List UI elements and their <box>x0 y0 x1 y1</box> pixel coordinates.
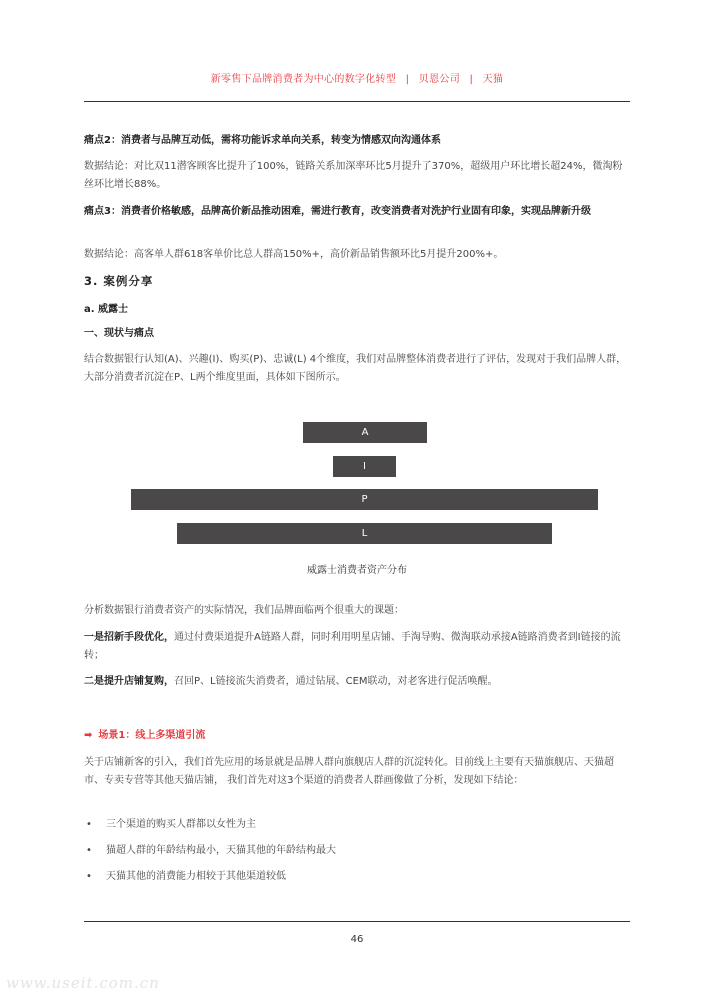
bullet-icon: • <box>86 871 92 882</box>
page-number: 46 <box>350 934 364 945</box>
chart-caption: 威露士消费者资产分布 <box>307 565 407 576</box>
part-intro: 结合数据银行认知(A)、兴趣(I)、购买(P)、忠诚(L) 4个维度，我们对品牌整体消费者进行了评估，发现对于我们品牌人群，大部分消费者沉淀在P、L两个维度里面，具体如下图所示。 <box>84 354 627 383</box>
pain3-heading: 痛点3：消费者价格敏感，品牌高价新品推动困难，需进行教育，改变消费者对洗护行业固有印象，实现品牌新升级 <box>84 206 591 217</box>
header-rule <box>84 101 630 102</box>
item2-bold: 二是提升店铺复购， <box>84 676 174 687</box>
header-company: 贝恩公司 <box>418 74 460 85</box>
part-title: 一、现状与痛点 <box>84 328 154 339</box>
section-title: 3. 案例分享 <box>84 274 154 288</box>
bar-a: A <box>303 422 427 443</box>
item2-text: 召回P、L链接流失消费者，通过钻展、CEM联动，对老客进行促活唤醒。 <box>174 676 498 687</box>
bar-p: P <box>131 489 598 510</box>
pain3-conclusion: 数据结论：高客单人群618客单价比总人群高150%+，高价新品销售额环比5月提升200%+。 <box>84 249 504 260</box>
analysis-intro: 分析数据银行消费者资产的实际情况，我们品牌面临两个很重大的课题： <box>84 605 404 616</box>
bullet-icon: • <box>86 845 92 856</box>
header-separator: | <box>405 74 410 85</box>
pain2-heading: 痛点2：消费者与品牌互动低，需将功能诉求单向关系，转变为情感双向沟通体系 <box>84 135 441 146</box>
pain2-conclusion: 数据结论：对比双11潜客顾客比提升了100%，链路关系加深率环比5月提升了370%，超级用户环比增长超24%，微淘粉丝环比增长88%。 <box>84 161 623 190</box>
header-partner: 天猫 <box>482 74 504 85</box>
footer-rule <box>84 921 630 922</box>
header-separator: | <box>469 74 474 85</box>
list-item-text: 三个渠道的购买人群都以女性为主 <box>106 819 256 830</box>
scene-paragraph: 关于店铺新客的引入，我们首先应用的场景就是品牌人群向旗舰店人群的沉淀转化。目前线上主要有天猫旗舰店、天猫超市、专卖专营等其他天猫店铺， 我们首先对这3个渠道的消费者人群画像做了分析，发现如下结论： <box>84 757 614 786</box>
watermark: www.useit.com.cn <box>6 974 160 992</box>
list-item-text: 猫超人群的年龄结构最小，天猫其他的年龄结构最大 <box>106 845 336 856</box>
bar-i: I <box>333 456 396 477</box>
scene-title: 场景1：线上多渠道引流 <box>98 730 206 741</box>
bullet-icon: • <box>86 819 92 830</box>
scene-heading <box>84 727 630 745</box>
analysis-item-2 <box>84 673 630 691</box>
item1-bold: 一是招新手段优化， <box>84 632 174 643</box>
header-title: 新零售下品牌消费者为中心的数字化转型 <box>210 74 397 85</box>
analysis-item-1 <box>84 629 630 665</box>
bar-l: L <box>177 523 552 544</box>
running-header <box>0 70 714 85</box>
arrow-right-icon: ➡ <box>84 730 93 741</box>
list-item-text: 天猫其他的消费能力相较于其他渠道较低 <box>106 871 286 882</box>
item1-text: 通过付费渠道提升A链路人群，同时利用明星店铺、手淘导购、微淘联动承接A链路消费者到I链接的流转； <box>84 632 621 661</box>
case-title: a. 威露士 <box>84 304 129 315</box>
